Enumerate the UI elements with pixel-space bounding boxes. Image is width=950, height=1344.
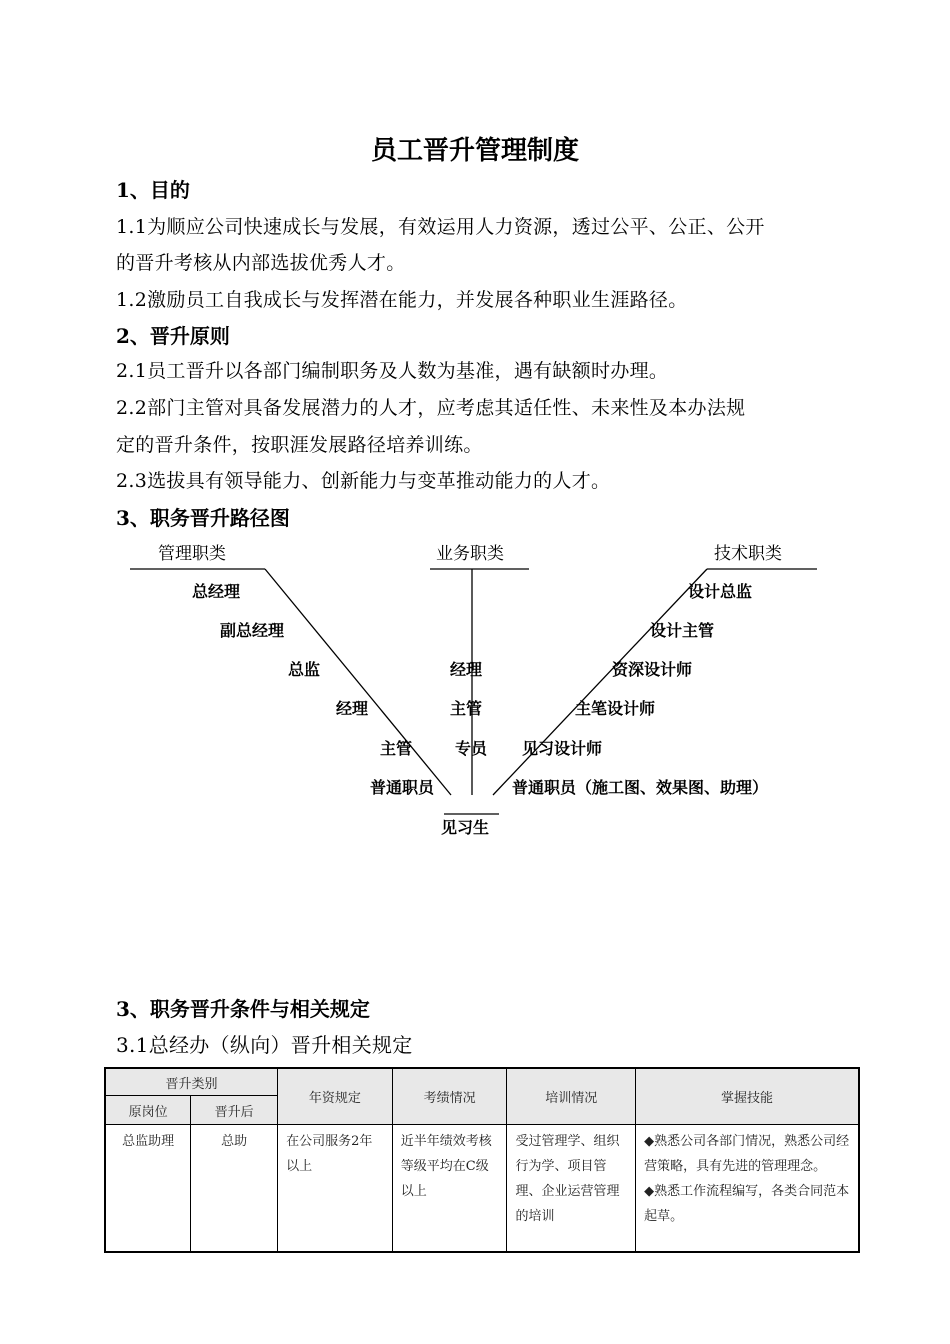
header-skills: 掌握技能 — [636, 1068, 859, 1125]
paragraph-1-1-line-2: 的晋升考核从内部选拔优秀人才。 — [116, 252, 406, 274]
promotion-rules-table — [104, 1067, 860, 1253]
paragraph-2-2-line-2: 定的晋升条件，按职涯发展路径培养训练。 — [116, 434, 483, 456]
technical-category-label: 技术职类 — [714, 544, 782, 564]
management-level-supervisor: 主管 — [380, 739, 413, 758]
business-level-supervisor: 主管 — [450, 699, 483, 718]
cell-promoted-post: 总助 — [191, 1125, 278, 1253]
management-level-general-manager: 总经理 — [192, 582, 241, 601]
section-3-heading: 3、职务晋升路径图 — [116, 506, 290, 530]
header-training: 培训情况 — [507, 1068, 636, 1125]
skill-item: ◆熟悉工作流程编写，各类合同范本起草。 — [644, 1184, 850, 1224]
management-path-line — [265, 569, 451, 795]
technical-path-line — [493, 569, 707, 795]
business-level-specialist: 专员 — [455, 739, 488, 758]
business-category-label: 业务职类 — [436, 544, 504, 564]
paragraph-2-1: 2.1员工晋升以各部门编制职务及人数为基准，遇有缺额时办理。 — [116, 360, 669, 382]
technical-level-design-supervisor: 设计主管 — [650, 621, 715, 640]
management-category-label: 管理职类 — [158, 544, 226, 564]
technical-level-lead-designer: 主笔设计师 — [575, 699, 656, 718]
header-promoted-post: 晋升后 — [191, 1096, 278, 1125]
business-level-manager: 经理 — [450, 660, 483, 679]
paragraph-2-3: 2.3选拔具有领导能力、创新能力与变革推动能力的人才。 — [116, 470, 611, 492]
table-header-row — [105, 1068, 859, 1096]
technical-level-design-director: 设计总监 — [688, 582, 753, 601]
technical-level-staff: 普通职员（施工图、效果图、助理） — [512, 778, 769, 797]
section-1-heading: 1、目的 — [116, 178, 190, 202]
cell-training: 受过管理学、组织行为学、项目管理、企业运营管理的培训 — [507, 1125, 636, 1253]
header-salary: 年资规定 — [278, 1068, 393, 1125]
root-level-intern: 见习生 — [441, 818, 490, 837]
technical-level-senior-designer: 资深设计师 — [612, 660, 693, 679]
management-level-manager: 经理 — [336, 699, 369, 718]
management-level-staff: 普通职员 — [370, 778, 435, 797]
cell-salary: 在公司服务2年以上 — [278, 1125, 393, 1253]
paragraph-1-1-line-1: 1.1为顺应公司快速成长与发展，有效运用人力资源，透过公平、公正、公开 — [116, 216, 765, 238]
management-level-director: 总监 — [288, 660, 321, 679]
section-4-heading: 3、职务晋升条件与相关规定 — [116, 997, 370, 1021]
section-2-heading: 2、晋升原则 — [116, 324, 230, 348]
cell-performance: 近半年绩效考核等级平均在C级以上 — [392, 1125, 507, 1253]
technical-level-trainee-designer: 见习设计师 — [522, 739, 603, 758]
table-row — [105, 1125, 859, 1253]
page-title: 员工晋升管理制度 — [370, 136, 579, 166]
paragraph-2-2-line-1: 2.2部门主管对具备发展潜力的人才，应考虑其适任性、未来性及本办法规 — [116, 397, 746, 419]
subsection-3-1-title: 3.1总经办（纵向）晋升相关规定 — [116, 1033, 413, 1057]
header-original-post: 原岗位 — [105, 1096, 191, 1125]
cell-original-post: 总监助理 — [105, 1125, 191, 1253]
cell-skills — [636, 1125, 859, 1253]
header-performance: 考绩情况 — [392, 1068, 507, 1125]
paragraph-1-2: 1.2激励员工自我成长与发挥潜在能力，并发展各种职业生涯路径。 — [116, 289, 688, 311]
skill-item: ◆熟悉公司各部门情况，熟悉公司经营策略，具有先进的管理理念。 — [644, 1134, 850, 1174]
management-level-deputy-general-manager: 副总经理 — [220, 621, 285, 640]
header-category: 晋升类别 — [105, 1068, 278, 1096]
